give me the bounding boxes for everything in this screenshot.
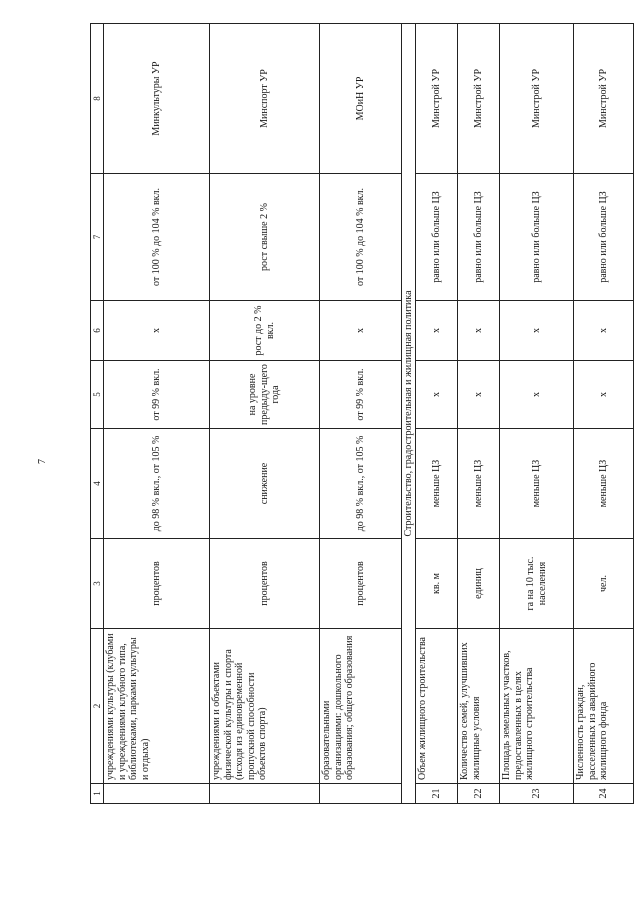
responsible-cell: Минкультуры УР: [104, 24, 210, 174]
responsible-cell: МОиН УР: [320, 24, 402, 174]
row-number: 23: [500, 784, 574, 804]
value-cell: от 100 % до 104 % вкл.: [104, 174, 210, 301]
indicator-name: Объем жилищного строительства: [416, 629, 458, 784]
column-number: 3: [91, 539, 104, 629]
table-row: [458, 24, 500, 804]
unit-cell: процентов: [210, 539, 320, 629]
value-cell: x: [416, 301, 458, 361]
indicator-name: Количество семей, улучшивших жилищные условия: [458, 629, 500, 784]
row-number: [104, 784, 210, 804]
unit-cell: единиц: [458, 539, 500, 629]
value-cell: x: [104, 301, 210, 361]
indicator-name: Численность граждан, расселенных из аварийного жилищного фонда: [574, 629, 634, 784]
column-number-row: [91, 24, 104, 804]
value-cell: равно или больше ЦЗ: [458, 174, 500, 301]
table-row: [210, 24, 320, 804]
value-cell: равно или больше ЦЗ: [500, 174, 574, 301]
value-cell: равно или больше ЦЗ: [416, 174, 458, 301]
column-number: 5: [91, 361, 104, 429]
value-cell: рост свыше 2 %: [210, 174, 320, 301]
table-row: [416, 24, 458, 804]
value-cell: от 99 % вкл.: [104, 361, 210, 429]
table-row: [104, 24, 210, 804]
unit-cell: процентов: [320, 539, 402, 629]
value-cell: снижение: [210, 429, 320, 539]
value-cell: меньше ЦЗ: [500, 429, 574, 539]
row-number: 21: [416, 784, 458, 804]
value-cell: до 98 % вкл., от 105 %: [320, 429, 402, 539]
value-cell: от 100 % до 104 % вкл.: [320, 174, 402, 301]
responsible-cell: Минспорт УР: [210, 24, 320, 174]
unit-cell: чел.: [574, 539, 634, 629]
table-row: [574, 24, 634, 804]
value-cell: меньше ЦЗ: [416, 429, 458, 539]
value-cell: x: [458, 301, 500, 361]
value-cell: от 99 % вкл.: [320, 361, 402, 429]
value-cell: x: [416, 361, 458, 429]
indicator-name: учреждениями культуры (клубами и учреждениями клубного типа, библиотеками, парками культуры и отдыха): [104, 629, 210, 784]
value-cell: x: [458, 361, 500, 429]
rotated-table-frame: [90, 24, 620, 804]
column-number: 7: [91, 174, 104, 301]
row-number: [210, 784, 320, 804]
indicator-table: [90, 23, 634, 804]
unit-cell: процентов: [104, 539, 210, 629]
value-cell: до 98 % вкл., от 105 %: [104, 429, 210, 539]
column-number: 8: [91, 24, 104, 174]
value-cell: рост до 2 % вкл.: [210, 301, 320, 361]
row-number: [320, 784, 402, 804]
table-row: [320, 24, 402, 804]
indicator-name: образовательными организациями: дошкольного образования; общего образования: [320, 629, 402, 784]
value-cell: меньше ЦЗ: [574, 429, 634, 539]
column-number: 6: [91, 301, 104, 361]
indicator-name: Площадь земельных участков, предоставленных в целях жилищного строительства: [500, 629, 574, 784]
indicator-table-container: [90, 24, 620, 804]
row-number: 24: [574, 784, 634, 804]
value-cell: меньше ЦЗ: [458, 429, 500, 539]
table-row: [500, 24, 574, 804]
value-cell: x: [574, 361, 634, 429]
column-number: 1: [91, 784, 104, 804]
value-cell: на уровне предыду-щего года: [210, 361, 320, 429]
column-number: 2: [91, 629, 104, 784]
value-cell: x: [320, 301, 402, 361]
unit-cell: га на 10 тыс. населения: [500, 539, 574, 629]
indicator-name: учреждениями и объектами физической культуры и спорта (исходя из единовременной пропускной способности объектов спорта): [210, 629, 320, 784]
section-header-row: [402, 24, 416, 804]
value-cell: x: [500, 301, 574, 361]
responsible-cell: Минстрой УР: [416, 24, 458, 174]
value-cell: x: [574, 301, 634, 361]
column-number: 4: [91, 429, 104, 539]
section-title: Строительство, градостроительная и жилищная политика: [402, 24, 416, 804]
value-cell: x: [500, 361, 574, 429]
unit-cell: кв. м: [416, 539, 458, 629]
responsible-cell: Минстрой УР: [500, 24, 574, 174]
row-number: 22: [458, 784, 500, 804]
responsible-cell: Минстрой УР: [574, 24, 634, 174]
page-number: 7: [37, 459, 48, 464]
value-cell: равно или больше ЦЗ: [574, 174, 634, 301]
responsible-cell: Минстрой УР: [458, 24, 500, 174]
